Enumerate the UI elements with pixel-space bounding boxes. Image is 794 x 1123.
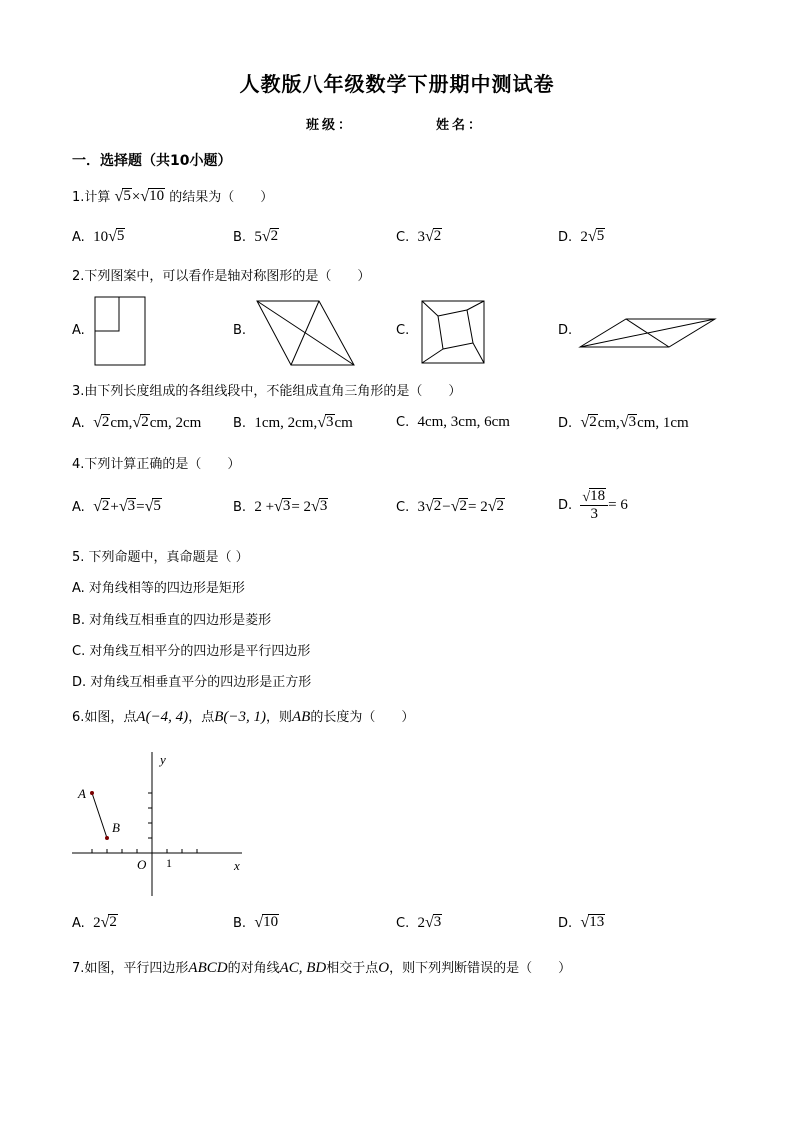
q2-label-b: B. — [233, 323, 247, 338]
question-2: 2.下列图案中，可以看作是轴对称图形的是（ ） — [72, 269, 371, 284]
question-7: 7.如图，平行四边形ABCD的对角线AC, BD相交于点O，则下列判断错误的是（ ） — [72, 960, 572, 976]
q3-option-a: A. √ 2 cm, √ 2 cm, 2cm — [72, 413, 202, 431]
q5-option-c: C. 对角线互相平分的四边形是平行四边形 — [72, 644, 311, 659]
point-b-coords: B(−3, 1) — [214, 709, 266, 725]
y-axis-label: y — [160, 752, 166, 767]
q2-label-c: C. — [396, 323, 410, 338]
q4-option-a: A. √ 2 + √ 3 = √ 5 — [72, 497, 161, 515]
point-b-dot — [105, 836, 109, 840]
x-axis-label: x — [234, 858, 240, 873]
q5-option-a: A. 对角线相等的四边形是矩形 — [72, 581, 245, 596]
question-4: 4.下列计算正确的是（ ） — [72, 457, 241, 472]
sqrt-expr: √ 10 — [140, 188, 165, 205]
q1-suffix: 的结果为（ ） — [169, 190, 274, 205]
figure-rect-with-square — [94, 296, 148, 368]
q1-option-a: A. 10 √ 5 — [72, 227, 125, 245]
q1-option-b: B. 5 √ 2 — [233, 227, 279, 245]
point-a-dot — [90, 791, 94, 795]
q5-option-d: D. 对角线互相垂直平分的四边形是正方形 — [72, 675, 312, 690]
coordinate-figure — [70, 750, 250, 898]
q1-prefix: 1.计算 — [72, 190, 111, 205]
question-3: 3.由下列长度组成的各组线段中，不能组成直角三角形的是（ ） — [72, 384, 462, 399]
figure-parallelogram-diagonals — [255, 299, 357, 367]
q1-option-d: D. 2 √ 5 — [558, 227, 605, 245]
figure-flat-parallelogram — [578, 316, 718, 350]
question-1 — [72, 186, 273, 206]
question-6: 6.如图，点A(−4, 4)，点B(−3, 1)，则AB的长度为（ ） — [72, 709, 415, 725]
origin-label: O — [137, 857, 147, 872]
q3-option-b: B. 1cm, 2cm, √ 3 cm — [233, 413, 353, 431]
point-a-label: A — [78, 786, 86, 801]
q2-label-a: A. — [72, 323, 85, 338]
q4-option-b: B. 2 + √ 3 = 2 √ 3 — [233, 497, 328, 515]
unit-label: 1 — [166, 856, 172, 870]
q6-option-c: C. 2 √ 3 — [396, 913, 442, 931]
page-title: 人教版八年级数学下册期中测试卷 — [239, 72, 555, 96]
q5-option-b: B. 对角线互相垂直的四边形是菱形 — [72, 613, 272, 628]
name-label: 姓名： — [436, 118, 485, 133]
fraction: √ 18 3 — [580, 488, 608, 523]
q6-option-b: B. √ 10 — [233, 913, 279, 931]
point-b-label: B — [112, 820, 120, 835]
times-sign: × — [131, 189, 141, 205]
q6-option-d: D. √ 13 — [558, 913, 605, 931]
q6-option-a: A. 2 √ 2 — [72, 913, 117, 931]
class-label: 班级： — [306, 118, 355, 133]
q3-option-d: D. √ 2 cm, √ 3 cm, 1cm — [558, 413, 689, 431]
q4-option-c: C. 3 √ 2 − √ 2 = 2 √ 2 — [396, 497, 505, 515]
q3-option-c: C. 4cm, 3cm, 6cm — [396, 414, 510, 430]
question-5: 5. 下列命题中，真命题是（ ） — [72, 550, 249, 565]
section-heading: 一．选择题（共10小题） — [72, 153, 232, 169]
sqrt-expr: √ 5 — [114, 188, 131, 205]
point-a-coords: A(−4, 4) — [136, 709, 189, 725]
q4-option-d: D. √ 18 3 = 6 — [558, 488, 628, 522]
q1-option-c: C. 3 √ 2 — [396, 227, 442, 245]
figure-pinwheel-square — [420, 299, 488, 365]
q2-label-d: D. — [558, 323, 573, 338]
